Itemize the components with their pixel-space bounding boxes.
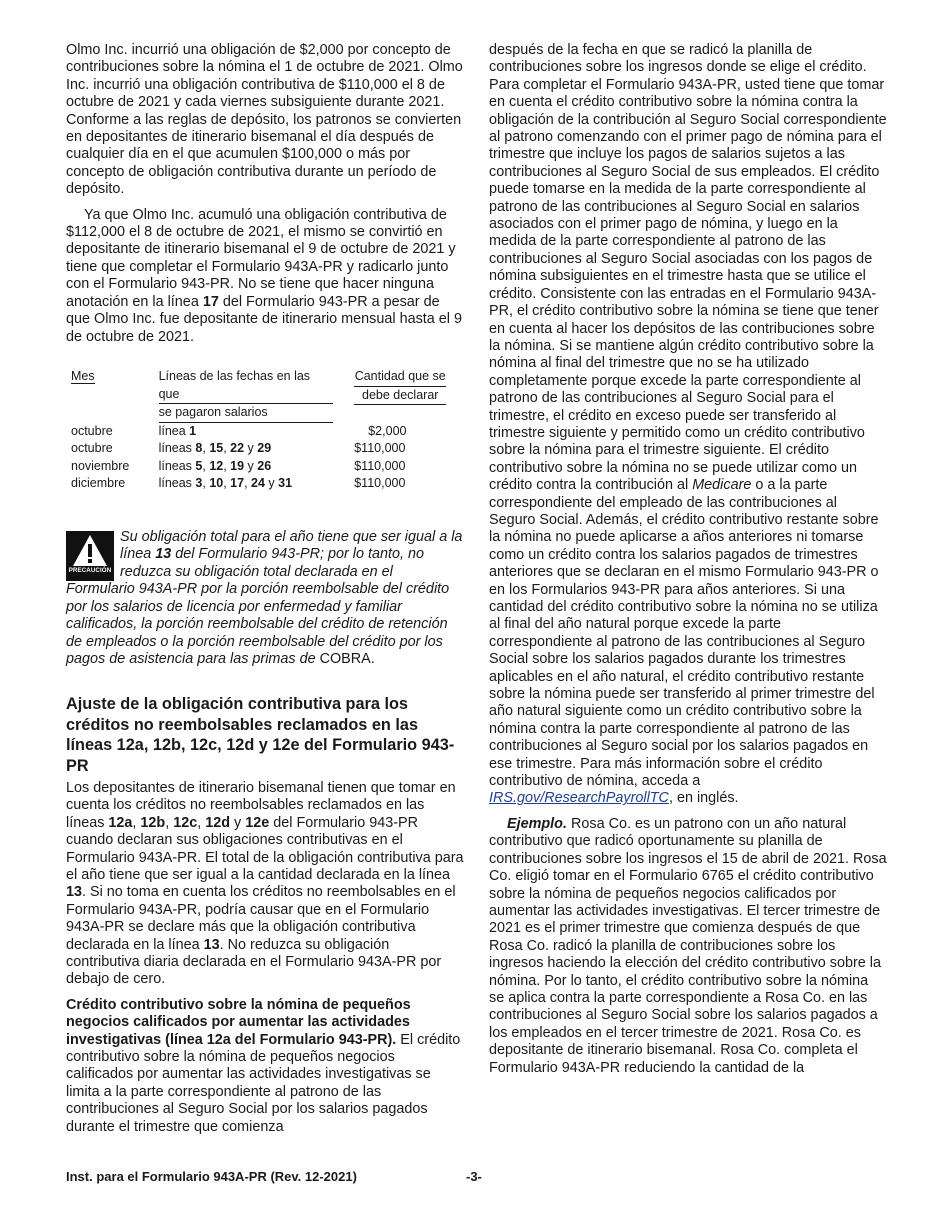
page-footer <box>66 1169 887 1184</box>
table-row <box>71 440 464 458</box>
cell-lineas: líneas 8, 15, 22 y 29 <box>158 441 272 456</box>
cell-cantidad: $110,000 <box>354 441 406 456</box>
cell-mes: octubre <box>71 423 113 438</box>
paragraph-payroll-credit-continued: después de la fecha en que se radicó la planilla de contribuciones sobre los ingresos donde se elige el crédito. Para completar el Formulario 943A-PR, usted tiene que tomar en cuenta el crédito contributivo sobre la nómina contra la obligación de la contribución al Seguro Social correspondiente al patrono comenzando con el primer pago de nómina para el trimestre que incluye los pagos de salarios sujetos a las contribuciones al Seguro Social de sus empleados. El crédito puede tomarse en la medida de la parte correspondiente al patrono de las contribuciones al Seguro Social en salarios asociados con el primer pago de nómina, y luego en la medida de la parte correspondiente al patrono de las contribuciones al Seguro Social asociadas con los pagos de nómina subsiguientes en el trimestre hasta que se utilice el crédito. Consistente con las entradas en el Formulario 943A-PR, el crédito contributivo sobre la nómina se tiene que tener en cuenta al hacer los depósitos de las contribuciones sobre la nómina. Si se mantiene algún crédito contributivo sobre la nómina al final del trimestre que no se ha utilizado completamente porque excede la parte correspondiente al patrono de las contribuciones al Seguro Social para el trimestre, el crédito en exceso puede ser transferido al trimestre siguiente y permitido como un crédito contributivo sobre la nómina para el trimestre siguiente. El crédito contributivo sobre la nómina no se puede utilizar como un crédito contra la contribución al Medicare o a la parte correspondiente del empleado de las contribuciones al Seguro Social. Además, el crédito contributivo restante sobre la nómina no puede aplicarse a años anteriores ni tomarse como un crédito contra los salarios pagados de trimestres anteriores que se declaran en el mismo Formulario 943-PR o en los Formularios 943-PR para años anteriores. Si una cantidad del crédito contributivo sobre la nómina no se utiliza al final del año natural porque excede la parte correspondiente al patrono de las contribuciones al Seguro Social sobre los salarios pagados durante los trimestres aplicables en el año natural, el crédito contributivo restante sobre la nómina puede ser transferido al primer trimestre del año natural siguiente como un crédito contributivo sobre la nómina contra la parte correspondiente al patrono de las contribuciones al Seguro social por los salarios pagados en ese trimestre. Para más información sobre el crédito contributivo de nómina, acceda a IRS.gov/ResearchPayrollTC, en inglés. <box>489 42 887 807</box>
cell-cantidad: $110,000 <box>354 458 406 473</box>
table-header-lineas: Líneas de las fechas en las que se pagaron salarios <box>159 368 355 423</box>
caution-note: PRECAUCIÓN Su obligación total para el año tiene que ser igual a la línea 13 del Formulario 943-PR; por lo tanto, no reduzca su obligación total declarada en el Formulario 943A-PR por la porción reembolsable del crédito por los salarios de licencia por enfermedad y familiar calificados, la porción reembolsable del crédito de retención de empleados o la porción reembolsable del crédito por los pagos de asistencia para las primas de COBRA. <box>66 529 463 667</box>
cell-cantidad: $110,000 <box>354 476 406 491</box>
caution-icon <box>66 531 114 581</box>
cell-mes: noviembre <box>71 458 130 473</box>
table-header-cantidad: Cantidad que se debe declarar <box>354 368 464 423</box>
cell-mes: octubre <box>71 441 113 456</box>
cell-lineas: líneas 5, 12, 19 y 26 <box>158 458 272 473</box>
footer-form-title: Inst. para el Formulario 943A-PR (Rev. 12-2021) <box>66 1169 357 1184</box>
table-header-mes: Mes <box>71 368 95 383</box>
paragraph-olmo-intro: Olmo Inc. incurrió una obligación de $2,000 por concepto de contribuciones sobre la nómina el 1 de octubre de 2021. Olmo Inc. incurrió una obligación contributiva de $110,000 el 8 de octubre de 2021 y cada viernes subsiguiente durante 2021. Conforme a las reglas de depósito, los patronos se convierten en depositantes de itinerario bisemanal el día después de cualquier día en el que acumulen $100,000 o más por concepto de obligación contributiva durante un período de depósito. <box>66 42 463 198</box>
section-heading: Ajuste de la obligación contributiva para los créditos no reembolsables reclamados en las líneas 12a, 12b, 12c, 12d y 12e del Formulario 943-PR <box>66 695 455 775</box>
paragraph-olmo-biweekly: Ya que Olmo Inc. acumuló una obligación contributiva de $112,000 el 8 de octubre de 2021, el mismo se convirtió en depositante de itinerario bisemanal el 9 de octubre de 2021 y tiene que completar el Formulario 943A-PR y radicarlo junto con el Formulario 943-PR. No se tiene que hacer ninguna anotación en la línea 17 del Formulario 943-PR a pesar de que Olmo Inc. fue depositante de itinerario mensual hasta el 9 de octubre de 2021. <box>66 206 462 345</box>
caution-label: PRECAUCIÓN <box>68 566 112 574</box>
liability-table <box>71 368 464 493</box>
table-row <box>71 475 464 493</box>
irs-research-payroll-link[interactable]: IRS.gov/ResearchPayrollTC <box>489 790 669 807</box>
paragraph-example: Ejemplo. Rosa Co. es un patrono con un año natural contributivo que radicó oportunamente su planilla de contribuciones sobre los ingresos el 15 de abril de 2021. Rosa Co. eligió tomar en el Formulario 6765 el crédito contributivo sobre la nómina de pequeños negocios calificados por aumentar las actividades investigativas. El tercer trimestre de 2021 es el primer trimestre que comienza después de que Rosa Co. radicó la planilla de contribuciones sobre los ingresos haciendo la elección del crédito contributivo sobre la nómina. Por lo tanto, el crédito contributivo sobre la nómina se aplica contra la parte correspondiente a Rosa Co. en las contribuciones al Seguro Social sobre los salarios pagados a los empleados en el tercer trimestre de 2021. Rosa Co. es depositante de itinerario bisemanal. Rosa Co. completa el Formulario 943A-PR reduciendo la cantidad de la <box>489 815 887 1076</box>
table-row <box>71 458 464 476</box>
left-column <box>66 42 464 1144</box>
cell-lineas: líneas 3, 10, 17, 24 y 31 <box>158 476 293 491</box>
cell-cantidad: $2,000 <box>368 423 407 438</box>
cell-mes: diciembre <box>71 476 126 491</box>
table-row <box>71 423 464 441</box>
paragraph-payroll-credit: Crédito contributivo sobre la nómina de pequeños negocios calificados por aumentar las actividades investigativas (línea 12a del Formulario 943-PR). El crédito contributivo sobre la nómina de pequeños negocios calificados por aumentar las actividades investigativas se limita a la parte correspondiente al patrono de las contribuciones al Seguro Social por los salarios pagados durante el trimestre que comienza <box>66 996 461 1135</box>
right-column <box>489 42 887 1085</box>
page-number: -3- <box>466 1169 482 1184</box>
paragraph-nonrefundable-credits: Los depositantes de itinerario bisemanal tienen que tomar en cuenta los créditos no reembolsables reclamados en las líneas 12a, 12b, 12c, 12d y 12e del Formulario 943-PR cuando declaran sus obligaciones contributivas en el Formulario 943A-PR. El total de la obligación contributiva para el año tiene que ser igual a la cantidad declarada en la línea 13. Si no toma en cuenta los créditos no reembolsables en el Formulario 943A-PR, podría causar que en el Formulario 943A-PR se declare más que la obligación contributiva declarada en la línea 13. No reduzca su obligación contributiva diaria declarada en el Formulario 943A-PR por debajo de cero. <box>66 779 464 988</box>
cell-lineas: línea 1 <box>158 423 197 438</box>
